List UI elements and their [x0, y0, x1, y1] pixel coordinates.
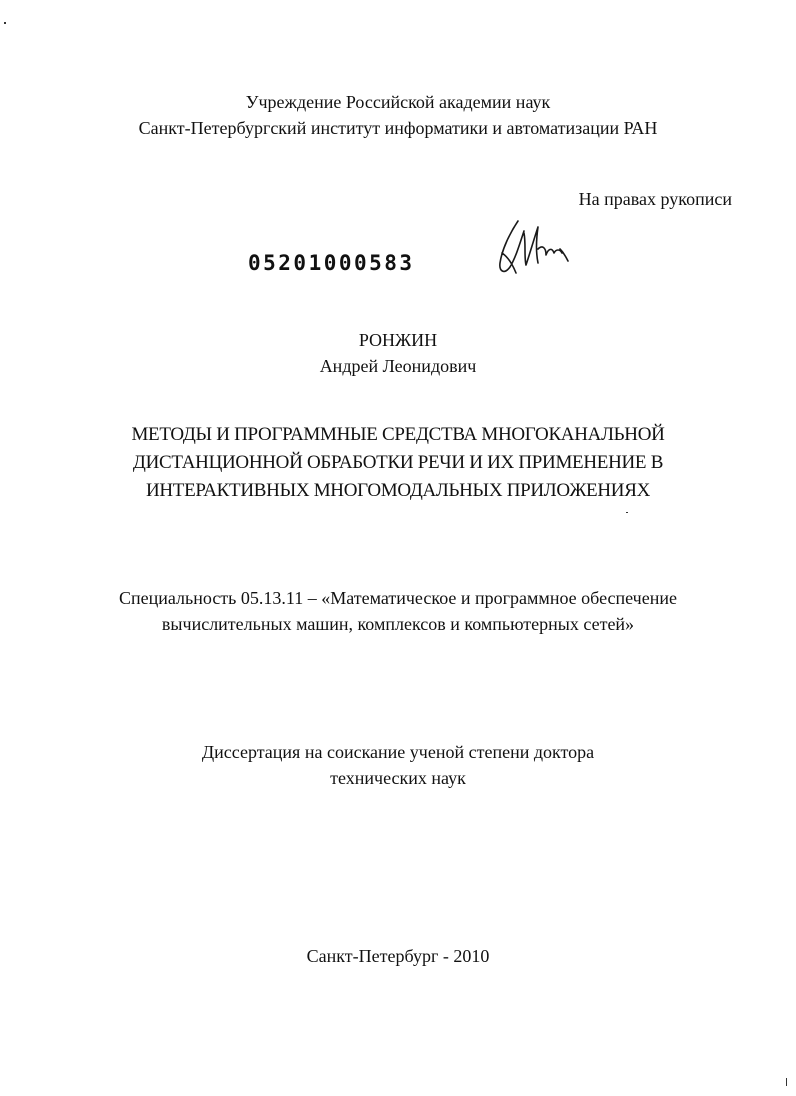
author-surname: РОНЖИН — [358, 330, 438, 350]
scan-speck — [786, 1078, 787, 1086]
registration-code: 05201000583 — [248, 251, 415, 275]
thesis-title-line-1: МЕТОДЫ И ПРОГРАММНЫЕ СРЕДСТВА МНОГОКАНАЛЬНОЙ — [131, 424, 665, 445]
scan-speck — [626, 512, 628, 513]
author-given-names: Андрей Леонидович — [319, 356, 477, 376]
signature-image — [490, 213, 580, 283]
place-year: Санкт-Петербург - 2010 — [306, 946, 490, 966]
institution-line-2: Санкт-Петербургский институт информатики и автоматизации РАН — [138, 118, 658, 138]
manuscript-note: На правах рукописи — [578, 189, 732, 209]
institution-line-1: Учреждение Российской академии наук — [245, 92, 551, 112]
degree-line-1: Диссертация на соискание ученой степени доктора — [201, 742, 595, 762]
thesis-title-line-3: ИНТЕРАКТИВНЫХ МНОГОМОДАЛЬНЫХ ПРИЛОЖЕНИЯХ — [145, 480, 651, 501]
thesis-title-line-2: ДИСТАНЦИОННОЙ ОБРАБОТКИ РЕЧИ И ИХ ПРИМЕНЕНИЕ В — [132, 452, 664, 473]
specialty-line-1: Специальность 05.13.11 – «Математическое и программное обеспечение — [119, 588, 677, 608]
degree-line-2: технических наук — [330, 768, 466, 788]
specialty-line-2: вычислительных машин, комплексов и компьютерных сетей» — [161, 614, 635, 634]
scan-speck — [4, 22, 6, 24]
